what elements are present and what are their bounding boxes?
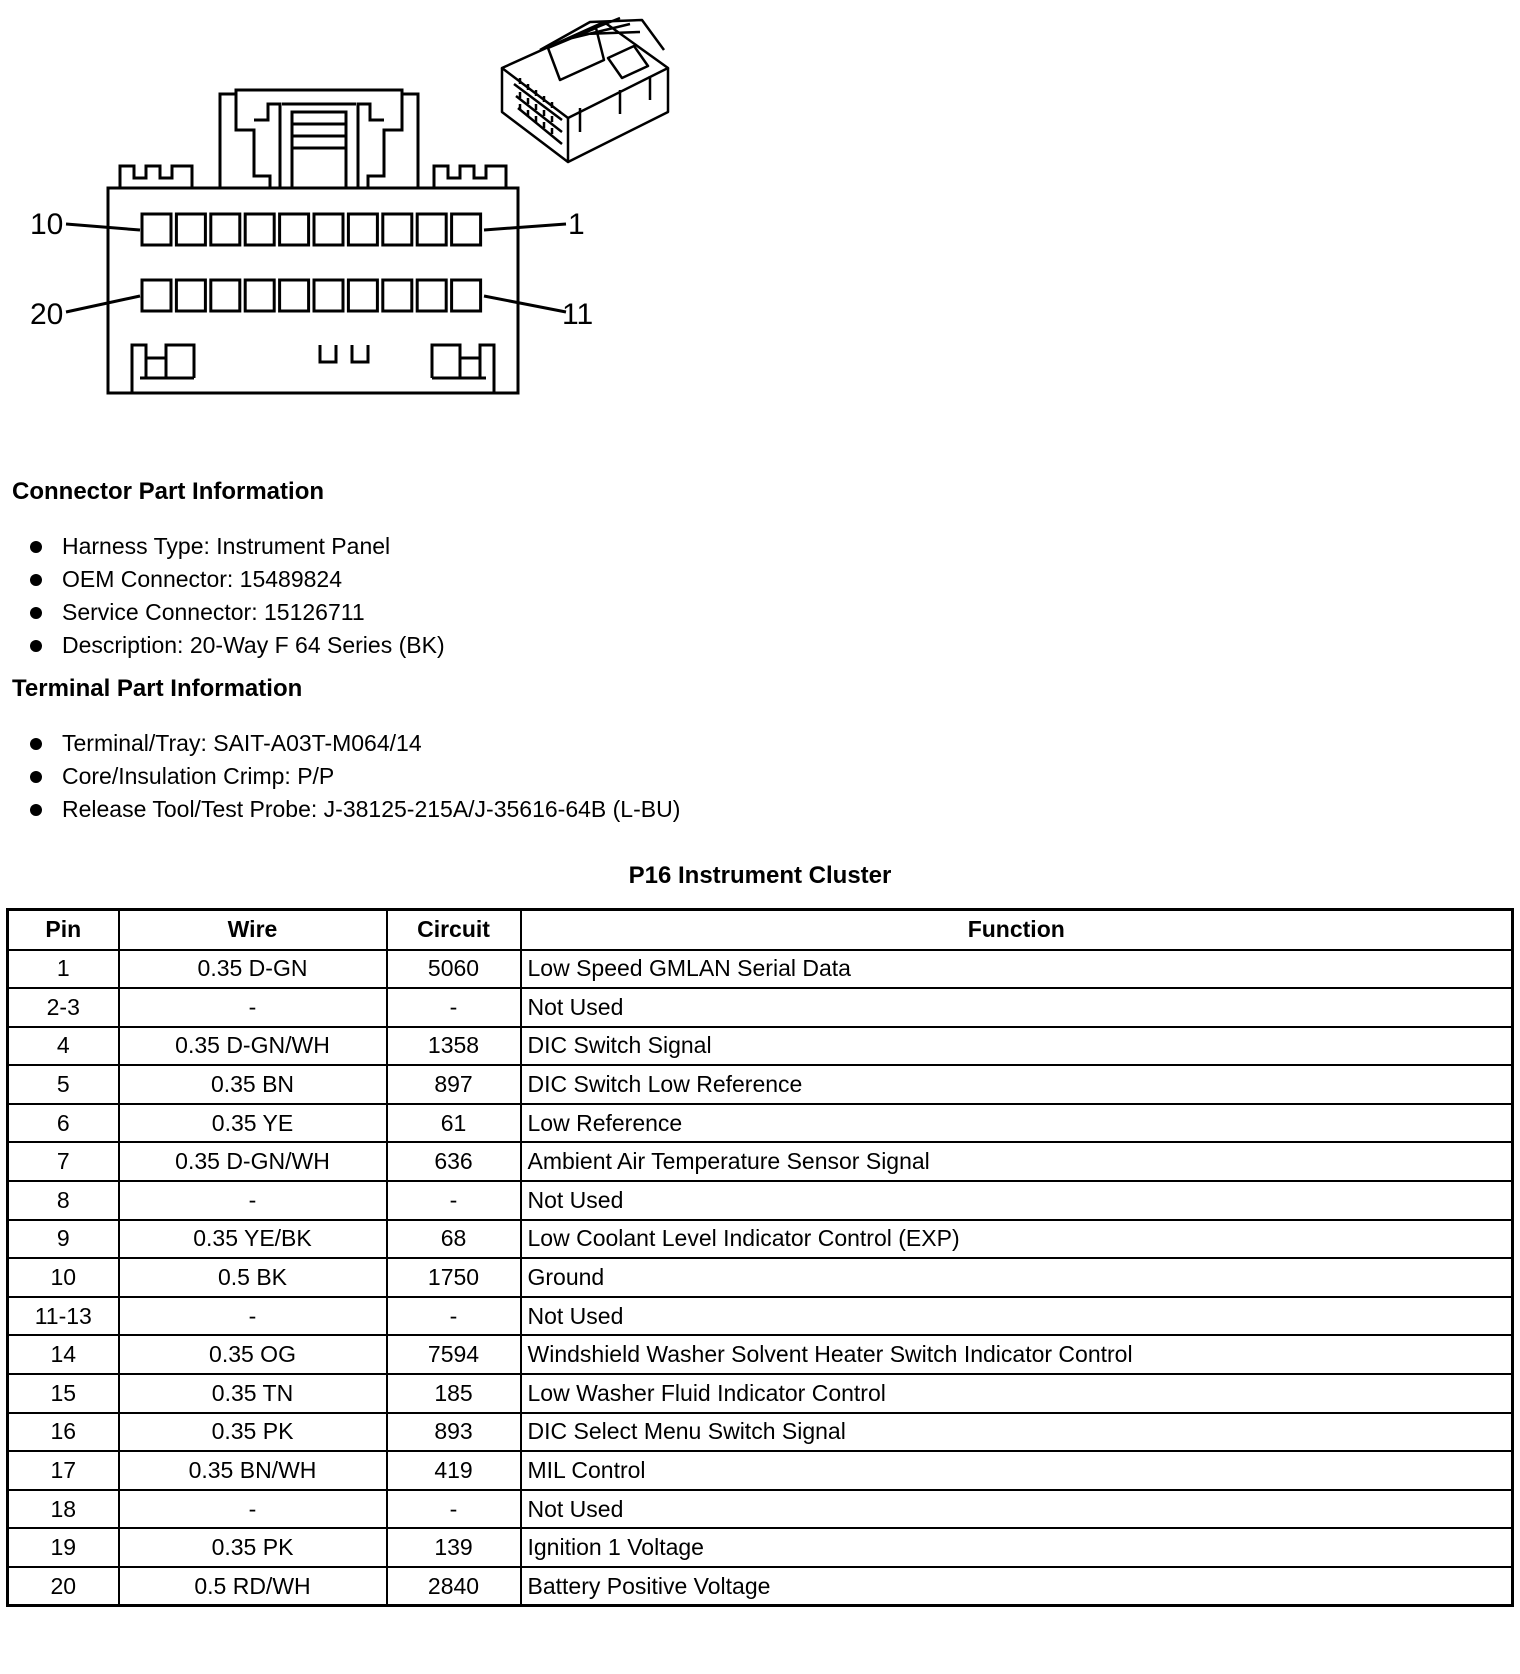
terminal-cavity — [383, 280, 412, 311]
cell-circuit: 2840 — [387, 1567, 521, 1606]
cell-pin: 11-13 — [8, 1297, 119, 1336]
cell-function: Battery Positive Voltage — [521, 1567, 1513, 1606]
terminal-cavity — [383, 214, 412, 245]
cell-function: Low Speed GMLAN Serial Data — [521, 950, 1513, 989]
header-circuit: Circuit — [387, 910, 521, 950]
cell-circuit: 185 — [387, 1374, 521, 1413]
cell-wire: 0.35 BN — [119, 1065, 387, 1104]
cell-wire: 0.35 D-GN/WH — [119, 1027, 387, 1066]
cell-function: Low Coolant Level Indicator Control (EXP) — [521, 1220, 1513, 1259]
header-wire: Wire — [119, 910, 387, 950]
table-row — [8, 1297, 1513, 1336]
cell-circuit: 893 — [387, 1413, 521, 1452]
bullet-icon — [30, 607, 42, 619]
terminal-cavity — [417, 214, 446, 245]
pin-table — [6, 908, 1514, 1607]
housing-top-right-ribs — [434, 166, 506, 188]
core-insulation-crimp: Core/Insulation Crimp: P/P — [62, 763, 335, 789]
terminal-cavity — [417, 280, 446, 311]
pin-label-1: 1 — [568, 208, 585, 241]
cell-pin: 9 — [8, 1220, 119, 1259]
cell-wire: 0.35 BN/WH — [119, 1451, 387, 1490]
header-function: Function — [521, 910, 1513, 950]
table-row — [8, 1181, 1513, 1220]
cell-function: Not Used — [521, 1297, 1513, 1336]
terminal-cavity — [142, 280, 171, 311]
cell-function: Low Reference — [521, 1104, 1513, 1143]
terminal-cavity — [245, 214, 274, 245]
cell-circuit: 68 — [387, 1220, 521, 1259]
cell-wire: 0.35 D-GN/WH — [119, 1142, 387, 1181]
terminal-cavity — [452, 280, 481, 311]
connector-isometric-illustration — [502, 18, 668, 162]
table-row — [8, 950, 1513, 989]
cell-circuit: 636 — [387, 1142, 521, 1181]
terminal-tray: Terminal/Tray: SAIT-A03T-M064/14 — [62, 730, 422, 756]
table-row — [8, 988, 1513, 1027]
pin-label-11: 11 — [562, 298, 594, 331]
cell-pin: 1 — [8, 950, 119, 989]
cell-circuit: 1750 — [387, 1258, 521, 1297]
cell-circuit: 61 — [387, 1104, 521, 1143]
cell-pin: 4 — [8, 1027, 119, 1066]
bullet-icon — [30, 541, 42, 553]
pin-20-leader — [66, 296, 140, 312]
cell-pin: 7 — [8, 1142, 119, 1181]
terminal-info-title: Terminal Part Information — [12, 675, 303, 702]
cell-pin: 16 — [8, 1413, 119, 1452]
connector-info-list — [30, 530, 445, 662]
cell-pin: 8 — [8, 1181, 119, 1220]
cell-pin: 5 — [8, 1065, 119, 1104]
table-row — [8, 1490, 1513, 1529]
cell-function: Not Used — [521, 1490, 1513, 1529]
cell-circuit: - — [387, 1490, 521, 1529]
cell-function: MIL Control — [521, 1451, 1513, 1490]
cell-circuit: 1358 — [387, 1027, 521, 1066]
terminal-cavity — [314, 214, 343, 245]
terminal-cavity — [211, 280, 240, 311]
cell-pin: 14 — [8, 1335, 119, 1374]
terminal-cavity — [176, 214, 205, 245]
cell-circuit: 897 — [387, 1065, 521, 1104]
cell-circuit: 419 — [387, 1451, 521, 1490]
table-row — [8, 1528, 1513, 1567]
cell-function: Ignition 1 Voltage — [521, 1528, 1513, 1567]
list-item — [30, 727, 680, 760]
cell-pin: 17 — [8, 1451, 119, 1490]
terminal-cavity — [314, 280, 343, 311]
terminal-cavity — [348, 280, 377, 311]
table-row — [8, 1142, 1513, 1181]
cell-circuit: 139 — [387, 1528, 521, 1567]
cell-wire: - — [119, 1297, 387, 1336]
table-row — [8, 1258, 1513, 1297]
cell-wire: 0.35 PK — [119, 1528, 387, 1567]
terminal-cavity — [176, 280, 205, 311]
bullet-icon — [30, 574, 42, 586]
terminal-cavity — [245, 280, 274, 311]
cell-wire: 0.35 YE/BK — [119, 1220, 387, 1259]
cell-wire: - — [119, 1490, 387, 1529]
cell-circuit: 7594 — [387, 1335, 521, 1374]
bullet-icon — [30, 640, 42, 652]
cell-circuit: - — [387, 988, 521, 1027]
table-row — [8, 1374, 1513, 1413]
bullet-icon — [30, 738, 42, 750]
housing-bottom-keys — [132, 345, 194, 393]
table-row — [8, 1451, 1513, 1490]
service-connector: Service Connector: 15126711 — [62, 599, 365, 625]
cell-pin: 2-3 — [8, 988, 119, 1027]
pin-10-leader — [66, 224, 140, 230]
table-header-row — [8, 910, 1513, 950]
cell-function: Low Washer Fluid Indicator Control — [521, 1374, 1513, 1413]
cell-wire: 0.35 OG — [119, 1335, 387, 1374]
oem-connector: OEM Connector: 15489824 — [62, 566, 343, 592]
cell-function: DIC Switch Signal — [521, 1027, 1513, 1066]
list-item — [30, 563, 445, 596]
cell-function: Not Used — [521, 1181, 1513, 1220]
table-row — [8, 1335, 1513, 1374]
terminal-info-list — [30, 727, 680, 826]
bullet-icon — [30, 804, 42, 816]
table-title: P16 Instrument Cluster — [628, 862, 892, 889]
cell-function: DIC Select Menu Switch Signal — [521, 1413, 1513, 1452]
cell-function: DIC Switch Low Reference — [521, 1065, 1513, 1104]
connector-info-title: Connector Part Information — [12, 478, 325, 505]
table-row — [8, 1027, 1513, 1066]
cell-pin: 10 — [8, 1258, 119, 1297]
pin-1-leader — [484, 224, 566, 230]
list-item — [30, 793, 680, 826]
connector-description: Description: 20-Way F 64 Series (BK) — [62, 632, 445, 658]
terminal-cavity — [211, 214, 240, 245]
list-item — [30, 629, 445, 662]
bullet-icon — [30, 771, 42, 783]
table-row — [8, 1104, 1513, 1143]
cell-function: Not Used — [521, 988, 1513, 1027]
table-row — [8, 1567, 1513, 1606]
cell-wire: 0.35 D-GN — [119, 950, 387, 989]
list-item — [30, 596, 445, 629]
cell-wire: 0.35 TN — [119, 1374, 387, 1413]
terminal-cavity — [280, 214, 309, 245]
pin-label-20: 20 — [30, 298, 64, 331]
header-pin: Pin — [8, 910, 119, 950]
cell-function: Ambient Air Temperature Sensor Signal — [521, 1142, 1513, 1181]
table-row — [8, 1220, 1513, 1259]
cell-wire: 0.5 BK — [119, 1258, 387, 1297]
list-item — [30, 760, 680, 793]
cell-circuit: 5060 — [387, 950, 521, 989]
table-row — [8, 1413, 1513, 1452]
cell-pin: 6 — [8, 1104, 119, 1143]
terminal-cavity — [280, 280, 309, 311]
pin-label-10: 10 — [30, 208, 64, 241]
cell-circuit: - — [387, 1181, 521, 1220]
terminal-cavity — [348, 214, 377, 245]
cell-pin: 15 — [8, 1374, 119, 1413]
cell-wire: - — [119, 988, 387, 1027]
cell-circuit: - — [387, 1297, 521, 1336]
cell-function: Ground — [521, 1258, 1513, 1297]
list-item — [30, 530, 445, 563]
terminal-cavity — [142, 214, 171, 245]
cell-function: Windshield Washer Solvent Heater Switch Indicator Control — [521, 1335, 1513, 1374]
cell-wire: - — [119, 1181, 387, 1220]
cell-pin: 18 — [8, 1490, 119, 1529]
terminal-cavity — [452, 214, 481, 245]
harness-type: Harness Type: Instrument Panel — [62, 533, 391, 559]
table-row — [8, 1065, 1513, 1104]
connector-diagram — [0, 0, 720, 420]
release-tool: Release Tool/Test Probe: J-38125-215A/J-35616-64B (L-BU) — [62, 796, 681, 822]
cell-pin: 19 — [8, 1528, 119, 1567]
cell-wire: 0.35 YE — [119, 1104, 387, 1143]
pin-11-leader — [484, 296, 566, 312]
cell-pin: 20 — [8, 1567, 119, 1606]
housing-top-left-ribs — [120, 166, 192, 188]
cell-wire: 0.5 RD/WH — [119, 1567, 387, 1606]
cell-wire: 0.35 PK — [119, 1413, 387, 1452]
